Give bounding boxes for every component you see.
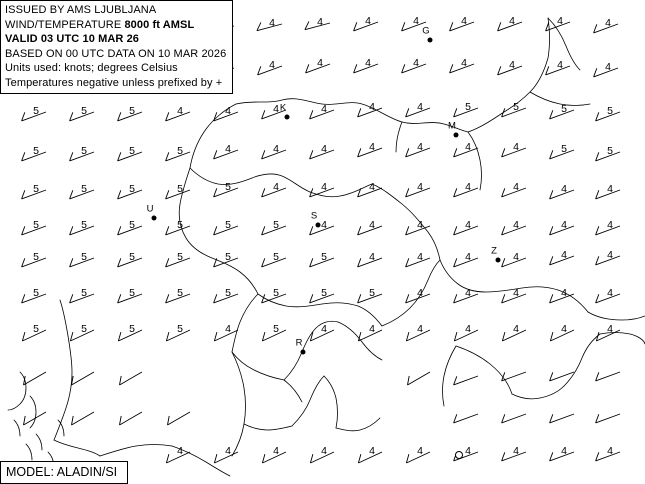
- temperature-label: 5: [225, 181, 231, 193]
- temperature-label: 4: [557, 59, 563, 71]
- temperature-label: 4: [513, 251, 519, 263]
- temperature-label: 4: [321, 143, 327, 155]
- temperature-label: 4: [369, 251, 375, 263]
- temperature-label: 4: [561, 287, 567, 299]
- city-marker: [428, 38, 433, 43]
- temperature-label: 4: [417, 251, 423, 263]
- wind-barb: [596, 414, 620, 423]
- city-marker: [301, 350, 306, 355]
- legend-temp-note: Temperatures negative unless prefixed by +: [5, 76, 223, 89]
- temperature-label: 4: [417, 141, 423, 153]
- temperature-label: 5: [273, 287, 279, 299]
- legend-product-prefix: WIND/TEMPERATURE: [5, 18, 125, 31]
- temperature-label: 4: [321, 181, 327, 193]
- temperature-label: 4: [513, 219, 519, 231]
- temperature-label: 4: [365, 15, 371, 27]
- temperature-label: 5: [561, 103, 567, 115]
- temperature-label: 4: [561, 249, 567, 261]
- temperature-label: 4: [417, 101, 423, 113]
- temperature-label: 4: [465, 445, 471, 457]
- city-marker: [152, 216, 157, 221]
- temperature-label: 4: [607, 219, 613, 231]
- city-marker: [454, 133, 459, 138]
- model-label: MODEL: ALADIN/SI: [6, 465, 118, 479]
- temperature-label: 4: [561, 323, 567, 335]
- temperature-label: 4: [269, 17, 275, 29]
- temperature-label: 4: [561, 219, 567, 231]
- temperature-label: 4: [513, 141, 519, 153]
- temperature-label: 4: [607, 287, 613, 299]
- temperature-label: 5: [129, 219, 135, 231]
- model-box: [0, 461, 128, 484]
- temperature-label: 5: [225, 251, 231, 263]
- temperature-label: 4: [321, 445, 327, 457]
- temperature-label: 4: [465, 141, 471, 153]
- temperature-label: 4: [607, 445, 613, 457]
- wind-barb: [24, 372, 47, 385]
- temperature-label: 5: [33, 183, 39, 195]
- wind-barb: [502, 372, 526, 381]
- temperature-label: 5: [225, 219, 231, 231]
- temperature-label: 4: [513, 445, 519, 457]
- temperature-label: 5: [129, 287, 135, 299]
- temperature-label: 5: [129, 323, 135, 335]
- temperature-label: 4: [513, 323, 519, 335]
- city-label: Z: [491, 245, 497, 257]
- temperature-label: 4: [225, 105, 231, 117]
- temperature-label: 4: [513, 181, 519, 193]
- wind-barb: [72, 412, 95, 425]
- temperature-label: 5: [33, 105, 39, 117]
- legend-product: [5, 18, 226, 33]
- temperature-label: 5: [273, 323, 279, 335]
- temperature-label: 4: [413, 57, 419, 69]
- temperature-label: 5: [321, 287, 327, 299]
- temperature-label: 5: [177, 323, 183, 335]
- temperature-label: 4: [273, 143, 279, 155]
- temperature-label: 4: [365, 57, 371, 69]
- temperature-label: 4: [607, 249, 613, 261]
- temperature-label: 4: [321, 103, 327, 115]
- legend-issued-by: ISSUED BY AMS LJUBLJANA: [5, 4, 157, 16]
- temperature-label: 5: [81, 323, 87, 335]
- temperature-label: 4: [177, 445, 183, 457]
- temperature-label: 4: [225, 143, 231, 155]
- temperature-label: 5: [129, 105, 135, 117]
- temperature-label: 4: [317, 57, 323, 69]
- temperature-label: 5: [273, 251, 279, 263]
- temperature-label: 5: [81, 251, 87, 263]
- temperature-label: 5: [81, 287, 87, 299]
- temperature-label: 5: [177, 287, 183, 299]
- temperature-label: 4: [269, 59, 275, 71]
- temperature-label: 5: [33, 287, 39, 299]
- temperature-label: 5: [273, 219, 279, 231]
- temperature-label: 5: [81, 183, 87, 195]
- temperature-label: 4: [273, 103, 279, 115]
- temperature-label: 5: [465, 101, 471, 113]
- wind-barb: [72, 372, 95, 385]
- legend-product-level: 8000 ft AMSL: [124, 18, 195, 31]
- legend-box: [0, 0, 233, 94]
- temperature-label: 4: [317, 16, 323, 28]
- temperature-label: 5: [369, 287, 375, 299]
- temperature-label: 4: [417, 287, 423, 299]
- temperature-label: 4: [461, 57, 467, 69]
- temperature-label: 4: [369, 141, 375, 153]
- city-marker: [496, 258, 501, 263]
- temperature-label: 4: [321, 219, 327, 231]
- temperature-label: 4: [369, 323, 375, 335]
- temperature-label: 4: [417, 181, 423, 193]
- temperature-label: 4: [417, 445, 423, 457]
- wind-barb: [596, 372, 620, 381]
- wind-barb: [454, 376, 478, 385]
- temperature-label: 4: [273, 445, 279, 457]
- temperature-label: 4: [369, 101, 375, 113]
- temperature-label: 4: [509, 15, 515, 27]
- open-circle-symbol: [455, 451, 463, 459]
- temperature-label: 5: [129, 251, 135, 263]
- temperature-label: 4: [177, 105, 183, 117]
- temperature-label: 4: [369, 219, 375, 231]
- temperature-label: 4: [509, 59, 515, 71]
- temperature-label: 5: [177, 145, 183, 157]
- temperature-label: 4: [369, 181, 375, 193]
- temperature-label: 4: [605, 17, 611, 29]
- temperature-label: 5: [81, 145, 87, 157]
- wind-barb: [502, 414, 526, 423]
- temperature-label: 4: [225, 323, 231, 335]
- city-label: U: [146, 203, 154, 215]
- temperature-label: 5: [81, 105, 87, 117]
- temperature-label: 4: [607, 183, 613, 195]
- legend-valid: VALID 03 UTC 10 MAR 26: [5, 33, 140, 45]
- legend-based-on: BASED ON 00 UTC DATA ON 10 MAR 2026: [5, 47, 227, 60]
- temperature-label: 4: [417, 323, 423, 335]
- wind-barb: [120, 372, 143, 385]
- temperature-label: 4: [465, 181, 471, 193]
- wind-barb: [550, 372, 574, 381]
- city-marker: [316, 223, 321, 228]
- temperature-label: 5: [33, 145, 39, 157]
- temperature-label: 4: [465, 219, 471, 231]
- wind-barb: [454, 414, 478, 423]
- temperature-label: 5: [177, 183, 183, 195]
- city-label: K: [279, 102, 287, 114]
- temperature-label: 4: [513, 287, 519, 299]
- temperature-label: 5: [607, 105, 613, 117]
- wind-barb: [550, 414, 574, 423]
- temperature-label: 4: [321, 323, 327, 335]
- temperature-label: 4: [369, 445, 375, 457]
- wind-barb: [408, 372, 431, 385]
- temperature-label: 4: [461, 15, 467, 27]
- temperature-label: 5: [321, 251, 327, 263]
- temperature-label: 4: [273, 181, 279, 193]
- temperature-label: 5: [129, 183, 135, 195]
- temperature-label: 5: [33, 219, 39, 231]
- temperature-label: 5: [177, 219, 183, 231]
- temperature-label: 4: [225, 445, 231, 457]
- temperature-label: 4: [465, 323, 471, 335]
- city-label: R: [295, 337, 303, 349]
- temperature-label: 4: [465, 251, 471, 263]
- temperature-label: 4: [607, 323, 613, 335]
- legend-units: Units used: knots; degrees Celsius: [5, 62, 178, 74]
- temperature-label: 5: [129, 145, 135, 157]
- wind-barb: [24, 412, 47, 425]
- temperature-label: 4: [561, 183, 567, 195]
- temperature-label: 4: [561, 445, 567, 457]
- temperature-label: 4: [557, 15, 563, 27]
- wind-barb: [168, 412, 191, 425]
- temperature-label: 5: [33, 323, 39, 335]
- temperature-label: 5: [513, 101, 519, 113]
- temperature-label: 5: [177, 251, 183, 263]
- city-label: G: [422, 25, 430, 37]
- city-label: M: [448, 120, 456, 132]
- city-marker: [285, 115, 290, 120]
- temperature-label: 4: [465, 287, 471, 299]
- temperature-label: 4: [417, 219, 423, 231]
- temperature-label: 4: [605, 61, 611, 73]
- city-label: S: [310, 210, 318, 222]
- temperature-label: 5: [33, 251, 39, 263]
- temperature-label: 5: [561, 143, 567, 155]
- temperature-label: 4: [413, 15, 419, 27]
- temperature-label: 5: [225, 287, 231, 299]
- temperature-label: 5: [607, 145, 613, 157]
- wind-barb: [120, 412, 143, 425]
- temperature-label: 5: [81, 219, 87, 231]
